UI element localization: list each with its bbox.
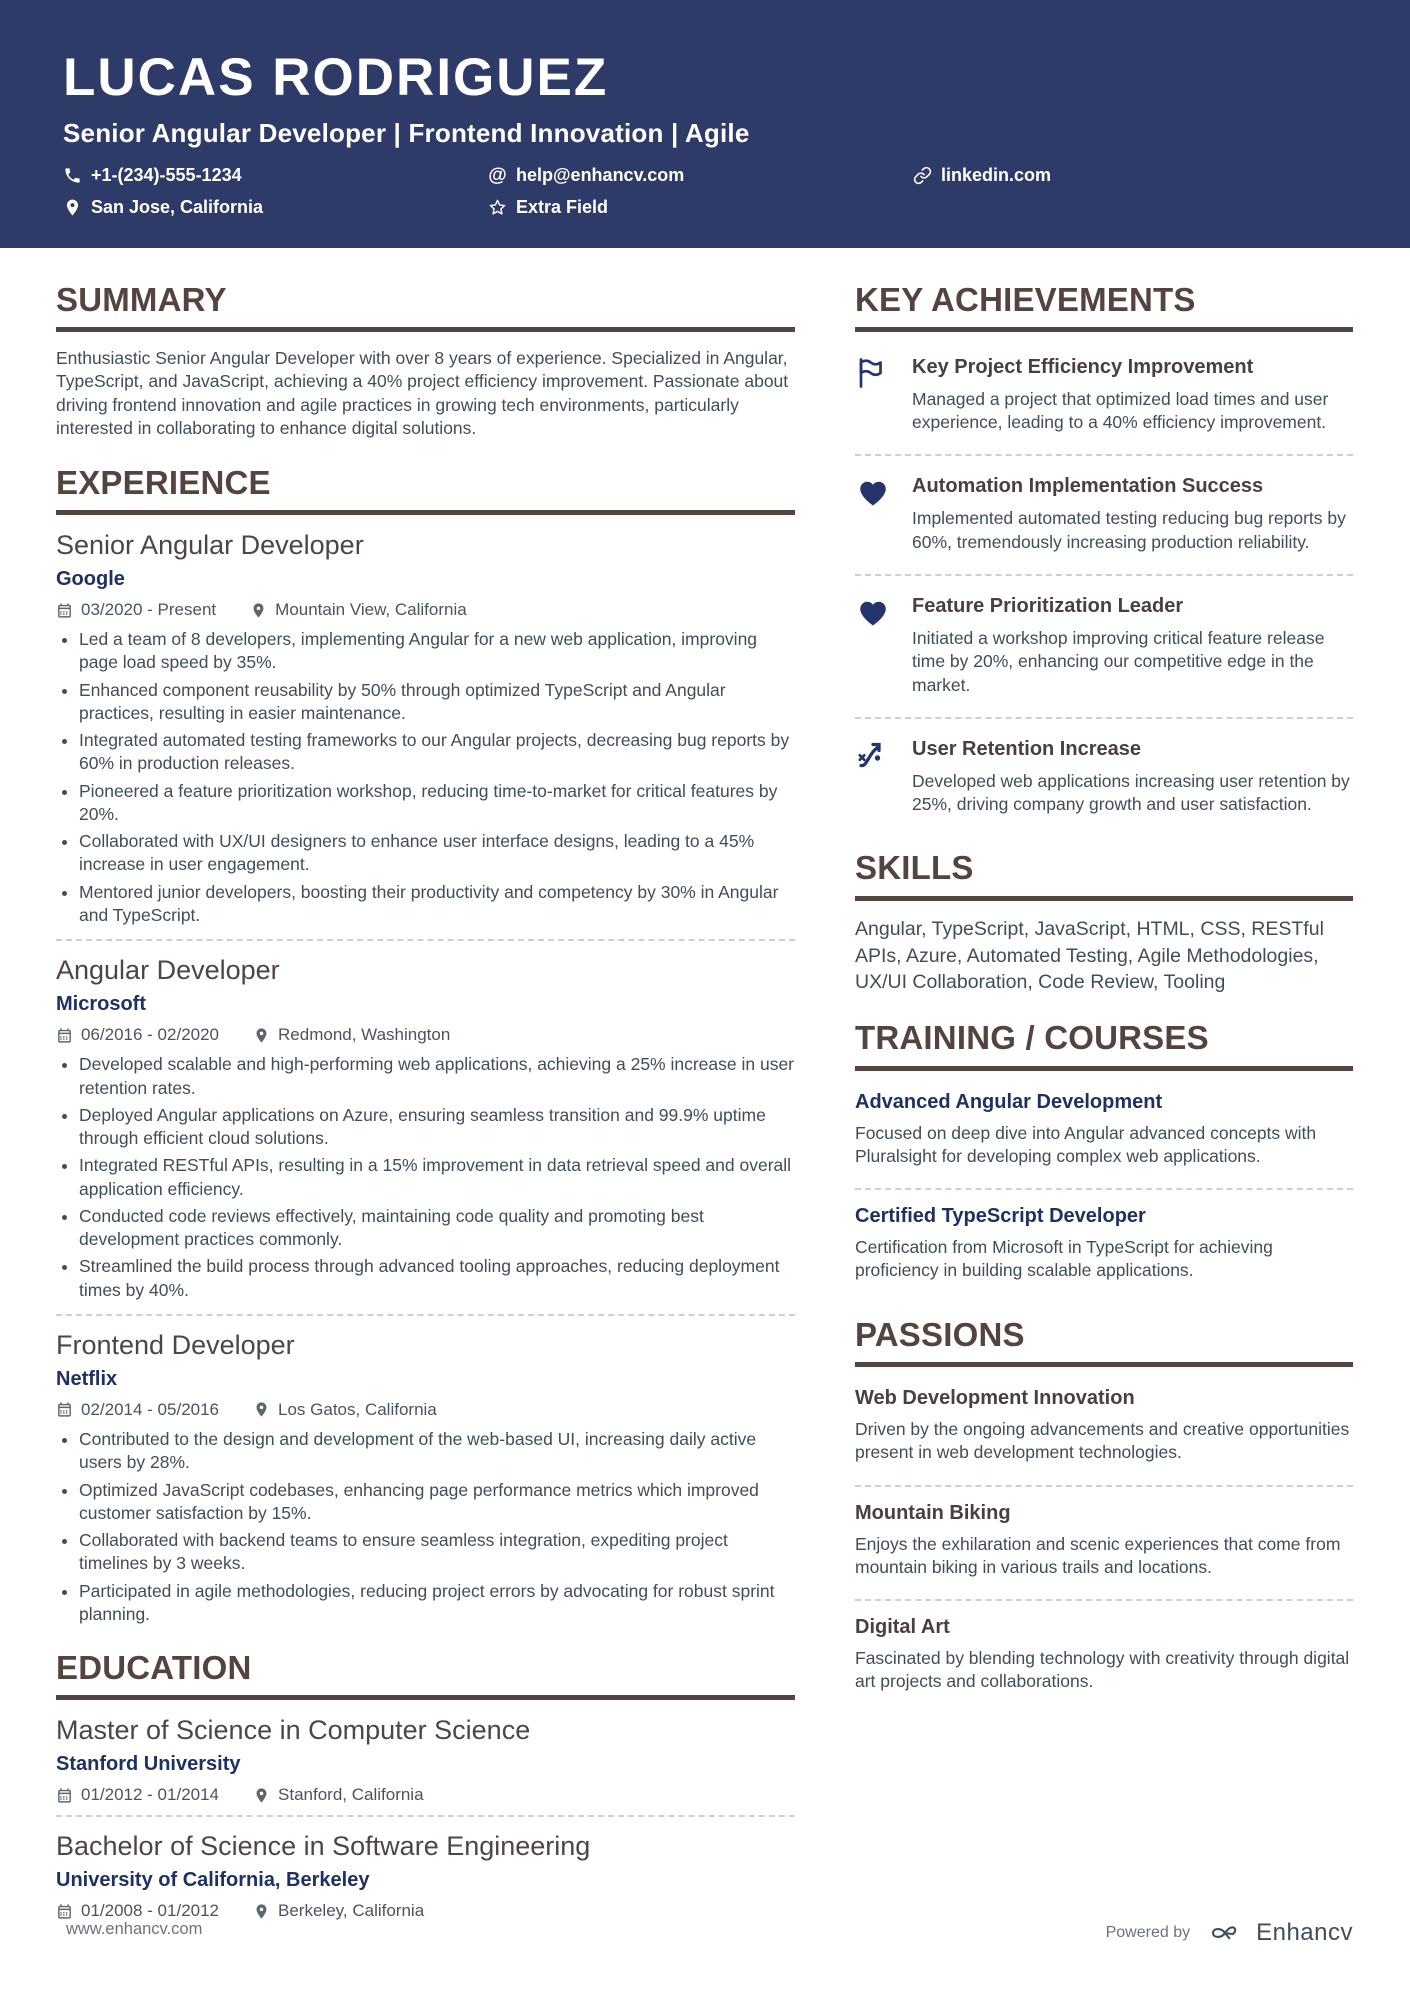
passions-heading: PASSIONS [855, 1317, 1353, 1367]
passion-title: Web Development Innovation [855, 1387, 1135, 1409]
experience-section [56, 465, 795, 1626]
contact-grid [63, 165, 1350, 218]
summary-section [56, 282, 795, 441]
company-name: Netflix [56, 1367, 118, 1390]
bullet-item: • Collaborated with UX/UI designers to enhance user interface designs, leading to a 45% increase in user engagement. [79, 830, 795, 877]
calendar-icon [56, 1401, 73, 1418]
skills-heading: SKILLS [855, 850, 1353, 900]
achievements-section [855, 282, 1353, 827]
divider [855, 1599, 1353, 1601]
experience-heading: EXPERIENCE [56, 465, 795, 515]
divider [855, 1485, 1353, 1487]
flag-icon [855, 353, 897, 435]
strategy-icon [855, 735, 897, 817]
person-name: LUCAS RODRIGUEZ [63, 48, 609, 107]
education-meta-row [56, 1785, 795, 1805]
bullet-item: • Optimized JavaScript codebases, enhancing page performance metrics which improved customer satisfaction by 15%. [79, 1479, 795, 1526]
summary-text: Enthusiastic Senior Angular Developer with over 8 years of experience. Specialized in Angular, TypeScript, and JavaScript, achieving a 40% project efficiency improvement. Passionate about driving frontend innovation and agile practices in growing tech environments, particularly interested in collaborating to enhance digital solutions. [56, 347, 789, 439]
calendar-icon [56, 1903, 73, 1920]
training-section [855, 1020, 1353, 1292]
enhancv-logo-icon [1204, 1920, 1246, 1946]
job-dates: 03/2020 - Present [56, 600, 216, 620]
bullet-item: • Participated in agile methodologies, reducing project errors by advocating for robust sprint planning. [79, 1580, 795, 1627]
divider [855, 717, 1353, 719]
job-dates: 02/2014 - 05/2016 [56, 1400, 219, 1420]
school-name: University of California, Berkeley [56, 1869, 370, 1892]
job-meta-row [56, 600, 795, 620]
divider [56, 939, 795, 941]
job-location: Mountain View, California [250, 600, 467, 620]
job-headline: Senior Angular Developer | Frontend Innovation | Agile [63, 117, 750, 148]
right-column [855, 282, 1353, 1728]
course-text: Certification from Microsoft in TypeScript for achieving proficiency in building scalable applications. [855, 1237, 1273, 1281]
bullet-item: • Developed scalable and high-performing web applications, achieving a 25% increase in user retention rates. [79, 1053, 795, 1100]
pin-icon [253, 1787, 270, 1804]
pin-icon [250, 602, 267, 619]
bullet-item: • Pioneered a feature prioritization workshop, reducing time-to-market for critical features by 20%. [79, 780, 795, 827]
powered-by-label: Powered by [1105, 1924, 1191, 1941]
extra-field-text: Extra Field [516, 196, 609, 217]
pin-icon [253, 1401, 270, 1418]
skills-section [855, 850, 1353, 996]
enhancv-brand[interactable] [1204, 1919, 1353, 1947]
degree-title: Master of Science in Computer Science [56, 1715, 531, 1746]
calendar-icon [56, 602, 73, 619]
achievement-item [855, 586, 1353, 707]
job-meta-row [56, 1400, 795, 1420]
education-location: Berkeley, California [253, 1901, 424, 1921]
extra-field-contact [488, 197, 913, 218]
link-contact[interactable] [913, 165, 1350, 186]
link-icon [913, 166, 932, 185]
education-section [56, 1650, 795, 1921]
bullet-item: • Led a team of 8 developers, implementing Angular for a new web application, improving page load speed by 35%. [79, 628, 795, 675]
education-meta-row [56, 1901, 795, 1921]
passion-text: Fascinated by blending technology with creativity through digital art projects and collaborations. [855, 1648, 1350, 1692]
phone-contact [63, 165, 488, 186]
job-entry [56, 530, 795, 927]
achievement-body [912, 353, 1353, 435]
school-name: Stanford University [56, 1753, 241, 1776]
achievement-body [912, 735, 1353, 817]
left-column [56, 282, 795, 1946]
achievements-heading: KEY ACHIEVEMENTS [855, 282, 1353, 332]
pin-icon [253, 1027, 270, 1044]
location-icon [63, 198, 82, 217]
job-location: Los Gatos, California [253, 1400, 437, 1420]
course-title: Advanced Angular Development [855, 1090, 1163, 1113]
divider [855, 574, 1353, 576]
main-content [0, 248, 1410, 1946]
star-icon [488, 198, 507, 217]
footer-brand-area [1106, 1919, 1353, 1947]
enhancv-brand-text: Enhancv [1256, 1919, 1353, 1946]
bullet-item: • Integrated RESTful APIs, resulting in a 15% improvement in data retrieval speed and overall application efficiency. [79, 1154, 795, 1201]
phone-number: +1-(234)-555-1234 [91, 164, 242, 185]
achievement-text: Developed web applications increasing user retention by 25%, driving company growth and user satisfaction. [912, 770, 1350, 815]
divider [855, 454, 1353, 456]
training-heading: TRAINING / COURSES [855, 1020, 1353, 1070]
course-entry [855, 1200, 1353, 1293]
pin-icon [253, 1903, 270, 1920]
education-entry [56, 1715, 795, 1805]
achievement-item [855, 729, 1353, 827]
bullet-item: • Collaborated with backend teams to ensure seamless integration, expediting project timelines by 3 weeks. [79, 1529, 795, 1576]
phone-icon [63, 166, 82, 185]
location-contact [63, 197, 488, 218]
skills-list: Angular, TypeScript, JavaScript, HTML, CSS, RESTful APIs, Azure, Automated Testing, Agile Methodologies, UX/UI Collaboration, Code Review, Tooling [855, 917, 1324, 994]
passion-text: Driven by the ongoing advancements and creative opportunities present in web development technologies. [855, 1419, 1350, 1463]
job-meta-row [56, 1025, 795, 1045]
company-name: Microsoft [56, 993, 146, 1016]
passion-title: Mountain Biking [855, 1501, 1011, 1524]
achievement-text: Managed a project that optimized load times and user experience, leading to a 40% efficiency improvement. [912, 388, 1329, 433]
header [0, 0, 1410, 248]
at-icon: @ [488, 164, 507, 186]
job-entry [56, 1330, 795, 1626]
achievement-title: Key Project Efficiency Improvement [912, 355, 1254, 378]
calendar-icon [56, 1787, 73, 1804]
calendar-icon [56, 1027, 73, 1044]
passion-text: Enjoys the exhilaration and scenic experiences that come from mountain biking in various trails and locations. [855, 1533, 1341, 1577]
bullet-item: • Conducted code reviews effectively, maintaining code quality and promoting best development practices commonly. [79, 1205, 795, 1252]
email-contact[interactable] [488, 165, 913, 186]
job-title: Senior Angular Developer [56, 529, 364, 560]
passion-entry [855, 1382, 1353, 1475]
achievement-title: Automation Implementation Success [912, 475, 1264, 498]
degree-title: Bachelor of Science in Software Engineering [56, 1831, 591, 1862]
job-title: Frontend Developer [56, 1329, 295, 1360]
bullet-item: • Deployed Angular applications on Azure, ensuring seamless transition and 99.9% uptime through efficient cloud solutions. [79, 1104, 795, 1151]
divider [56, 1314, 795, 1316]
heart-icon [855, 472, 897, 554]
passion-title: Digital Art [855, 1616, 950, 1639]
course-entry [855, 1086, 1353, 1179]
achievement-text: Implemented automated testing reducing bug reports by 60%, tremendously increasing production reliability. [912, 508, 1346, 552]
divider [855, 1188, 1353, 1190]
course-text: Focused on deep dive into Angular advanced concepts with Pluralsight for developing complex web applications. [855, 1122, 1317, 1166]
passions-section [855, 1317, 1353, 1704]
achievement-text: Initiated a workshop improving critical feature release time by 20%, enhancing our competitive edge in the market. [912, 628, 1325, 695]
education-dates: 01/2008 - 01/2012 [56, 1901, 219, 1921]
job-bullets [56, 628, 795, 927]
education-heading: EDUCATION [56, 1650, 795, 1700]
location-text: San Jose, California [91, 196, 264, 217]
bullet-item: • Enhanced component reusability by 50% through optimized TypeScript and Angular practices, resulting in easier maintenance. [79, 679, 795, 726]
achievement-title: User Retention Increase [912, 737, 1141, 760]
heart-icon [855, 592, 897, 697]
passion-entry [855, 1611, 1353, 1704]
bullet-item: • Streamlined the build process through advanced tooling approaches, reducing deployment times by 40%. [79, 1255, 795, 1302]
education-location: Stanford, California [253, 1785, 424, 1805]
email-address[interactable]: help@enhancv.com [516, 164, 685, 185]
bullet-item: • Integrated automated testing frameworks to our Angular projects, decreasing bug reports by 60% in production releases. [79, 729, 795, 776]
job-title: Angular Developer [56, 955, 280, 986]
education-entry [56, 1831, 795, 1921]
footer-website[interactable]: www.enhancv.com [66, 1920, 203, 1938]
achievement-item [855, 347, 1353, 445]
job-entry [56, 955, 795, 1302]
achievement-title: Feature Prioritization Leader [912, 595, 1184, 617]
course-title: Certified TypeScript Developer [855, 1205, 1146, 1228]
job-bullets [56, 1053, 795, 1302]
bullet-item: • Mentored junior developers, boosting their productivity and competency by 30% in Angular and TypeScript. [79, 881, 795, 928]
job-location: Redmond, Washington [253, 1025, 450, 1045]
bullet-item: • Contributed to the design and development of the web-based UI, increasing daily active users by 28%. [79, 1428, 795, 1475]
link-url[interactable]: linkedin.com [941, 164, 1052, 185]
achievement-body [912, 472, 1353, 554]
education-dates: 01/2012 - 01/2014 [56, 1785, 219, 1805]
achievement-item [855, 466, 1353, 564]
achievement-body [912, 592, 1353, 697]
job-bullets [56, 1428, 795, 1626]
divider [56, 1815, 795, 1817]
job-dates: 06/2016 - 02/2020 [56, 1025, 219, 1045]
summary-heading: SUMMARY [56, 282, 795, 332]
company-name: Google [56, 568, 125, 591]
passion-entry [855, 1497, 1353, 1590]
